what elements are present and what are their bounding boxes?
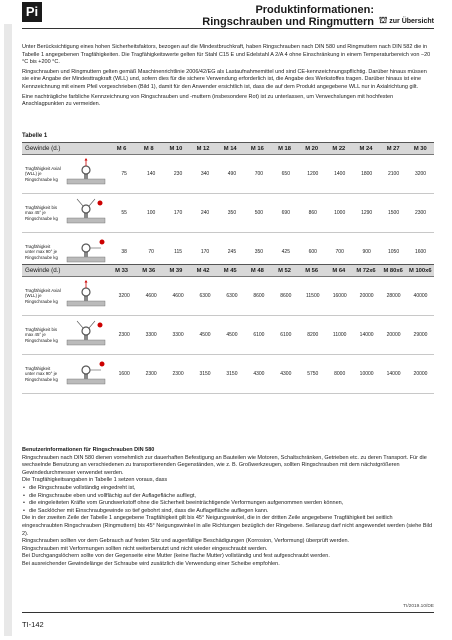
- table-row: [22, 355, 434, 394]
- thread-size: M 14: [223, 145, 237, 152]
- load-value: 115: [174, 249, 183, 255]
- list-item: • die Ringschraube vollständig eingedreht ist,: [22, 485, 434, 493]
- load-value: 650: [281, 171, 290, 177]
- load-value: 2300: [414, 210, 427, 216]
- load-value: 4300: [253, 371, 265, 377]
- load-value: 55: [121, 210, 127, 216]
- list-item: • die Sacklöcher mit Einschraubgewinde so tief gebohrt sind, dass die Auflagefläche aufliegen kann.: [22, 508, 434, 516]
- table-row: [22, 194, 434, 233]
- load-value: 8200: [307, 332, 319, 338]
- user-info-p1: Ringschrauben nach DIN 580 dienen vornehmlich zur dauerhaften Befestigung an Bauteilen wie Motoren, Schaltschränken, Getrieben etc. zu deren Transport. Für die wechselnde Benutzung an verschiedenen zu transportierenden Gegenständen, wie z. B. Großwerkzeugen, sollten Ringschrauben mit dem nächstgrößeren Gewindedurchmesser verwendet werden.: [22, 454, 427, 476]
- thread-size: M 72x6: [356, 267, 376, 274]
- row-description: Tragfähigkeit unter max 90° je Ringschraube kg: [25, 244, 58, 260]
- load-value: 29000: [413, 332, 428, 338]
- load-value: 6300: [199, 293, 211, 299]
- load-value: 245: [227, 249, 237, 255]
- user-info-heading: Benutzerinformationen für Ringschrauben DIN 580: [22, 447, 155, 453]
- load-value: 170: [173, 210, 183, 216]
- load-value: 350: [254, 249, 264, 255]
- thread-size: M 45: [223, 267, 237, 274]
- thread-size: M 52: [278, 267, 291, 274]
- load-value: 140: [146, 171, 156, 177]
- load-value: 1400: [334, 171, 346, 177]
- load-value: 900: [362, 249, 371, 255]
- thread-size: M 20: [305, 145, 319, 152]
- load-value: 240: [200, 210, 210, 216]
- load-value: 2100: [388, 171, 400, 177]
- title-line-1: Produktinformationen:: [255, 4, 374, 16]
- load-value: 1500: [388, 210, 400, 216]
- thread-size: M 100x6: [409, 267, 432, 274]
- load-value: 350: [227, 210, 237, 216]
- thread-size: M 8: [143, 145, 154, 152]
- load-value: 16000: [332, 293, 347, 299]
- overview-link[interactable]: [379, 15, 434, 27]
- thread-size: M 12: [196, 145, 210, 152]
- load-value: 6100: [253, 332, 265, 338]
- load-table-1: [22, 142, 434, 272]
- load-value: 3300: [172, 332, 184, 338]
- load-value: 340: [200, 171, 210, 177]
- table-header: [22, 265, 434, 277]
- user-info-p2: Die Tragfähigkeitsangaben in Tabelle 1 setzen voraus, dass: [22, 477, 168, 484]
- load-value: 28000: [386, 293, 401, 299]
- load-value: 40000: [413, 293, 428, 299]
- load-value: 860: [308, 210, 317, 216]
- thread-size: M 48: [250, 267, 264, 274]
- load-value: 6300: [226, 293, 238, 299]
- load-value: 4500: [199, 332, 211, 338]
- requirements-list: [22, 485, 434, 515]
- eyebolt-load-45-icon: [61, 318, 111, 352]
- load-value: 1050: [388, 249, 400, 255]
- row-description: Tragfähigkeit unter max 90° je Ringschraube kg: [25, 366, 58, 382]
- load-value: 100: [146, 210, 156, 216]
- load-value: 4500: [226, 332, 238, 338]
- eyebolt-load-axial-icon: [61, 157, 111, 191]
- list-item: • die eingeleiteten Kräfte vom Grundwerkstoff ohne die Sicherheit beeinträchtigende Verformungen aufgenommen werden können,: [22, 500, 434, 508]
- side-margin-bar: [4, 24, 12, 636]
- pi-logo: Pi: [22, 2, 42, 22]
- thread-size: M 42: [196, 267, 210, 274]
- thread-size: M 36: [142, 267, 156, 274]
- load-value: 11000: [332, 332, 347, 338]
- page-title: [0, 4, 374, 28]
- load-value: 2300: [145, 371, 157, 377]
- load-value: 20000: [359, 293, 374, 299]
- load-value: 3150: [199, 371, 211, 377]
- load-value: 8000: [334, 371, 346, 377]
- load-value: 14000: [359, 332, 374, 338]
- user-info-p4: Ringschrauben sollten vor dem Gebrauch auf festen Sitz und augenfällige Beschädigungen (Korrosion, Verformung) überprüft werden.: [22, 538, 350, 545]
- load-value: 70: [148, 249, 154, 255]
- load-value: 490: [227, 171, 237, 177]
- thread-size: M 39: [169, 267, 183, 274]
- load-value: 690: [281, 210, 290, 216]
- load-value: 170: [200, 249, 210, 255]
- load-value: 1290: [361, 210, 373, 216]
- thread-size: M 33: [115, 267, 129, 274]
- thread-size: M 80x6: [383, 267, 403, 274]
- load-value: 3200: [118, 293, 130, 299]
- load-value: 1600: [118, 371, 130, 377]
- load-value: 75: [121, 171, 127, 177]
- user-info-p6: Bei Durchgangslöchern sollte von der Gegenseite eine Mutter (keine flache Mutter) vollständig und fest aufgeschraubt werden.: [22, 553, 330, 560]
- table-row: [22, 316, 434, 355]
- user-info-p7: Bei ausreichender Gewindelänge der Schraube wird zusätzlich die Verwendung einer Scheibe empfohlen.: [22, 560, 280, 567]
- load-value: 3300: [145, 332, 157, 338]
- table-header: [22, 143, 434, 155]
- load-value: 11500: [305, 293, 320, 299]
- thread-size: M 27: [386, 145, 400, 152]
- load-value: 4600: [145, 293, 157, 299]
- load-value: 38: [121, 249, 127, 255]
- thread-size: M 16: [250, 145, 264, 152]
- thread-size: M 18: [278, 145, 291, 152]
- overview-label: zur Übersicht: [389, 17, 434, 25]
- load-value: 10000: [359, 371, 374, 377]
- load-table-2: [22, 264, 434, 394]
- thread-size: M 56: [305, 267, 319, 274]
- thread-size: M 6: [116, 145, 127, 152]
- load-value: 5750: [307, 371, 319, 377]
- row-description: Tragfähigkeit bis max 45° je Ringschraube kg: [25, 205, 58, 221]
- load-value: 4300: [280, 371, 292, 377]
- intro-paragraph-1: Unter Berücksichtigung eines hohen Sicherheitsfaktors, bezogen auf die Mindestbruchkraft, haben Ringschrauben nach DIN 580 und Ringmuttern nach DIN 582 die in Tabelle 1 angegebenen Tragfähigkeiten. Die Tragfähigkeitswerte gelten für Stahl C15 E und Edelstahl A 2/A 4 ohne Einschränkung in einem Temperaturbereich von −20 °C bis +200 °C.: [22, 44, 431, 66]
- load-value: 8600: [253, 293, 265, 299]
- load-value: 425: [281, 249, 290, 255]
- thread-size: M 30: [413, 145, 427, 152]
- load-value: 20000: [413, 371, 428, 377]
- row-description: Tragfähigkeit bis max 45° je Ringschraube kg: [25, 327, 58, 343]
- load-value: 14000: [386, 371, 401, 377]
- load-value: 1600: [414, 249, 427, 255]
- load-value: 700: [335, 249, 344, 255]
- footer-rule: [22, 612, 434, 613]
- header-rule: [22, 28, 434, 29]
- thread-label: Gewinde (d.): [25, 145, 61, 152]
- eyebolt-load-axial-icon: [61, 279, 111, 313]
- load-value: 4600: [172, 293, 184, 299]
- table-row: [22, 155, 434, 194]
- user-info-p3: Die in der zweiten Zeile der Tabelle 1 angegebene Tragfähigkeit gilt bis 45° Neigungswinkel, die in der dritten Zeile angegebene Tragfähigkeit bei seitlich eingeschraubten Ringschrauben (Ringmuttern) bis 45° Neigungswinkel in alle Richtungen bezüglich der Ringebene. Seilanzug darf nicht angewendet werden (siehe Bild 2).: [22, 515, 433, 537]
- load-value: 700: [254, 171, 264, 177]
- page-number: TI-142: [22, 620, 44, 629]
- load-value: 3150: [226, 371, 238, 377]
- load-value: 1000: [334, 210, 346, 216]
- thread-size: M 24: [359, 145, 373, 152]
- intro-text: [22, 44, 434, 111]
- title-line-2: Ringschrauben und Ringmuttern: [202, 16, 374, 28]
- list-item: • die Ringschraube eben und vollflächig auf der Auflagefläche aufliegt,: [22, 493, 434, 501]
- load-value: 20000: [386, 332, 401, 338]
- thread-size: M 10: [169, 145, 183, 152]
- load-value: 6100: [280, 332, 292, 338]
- thread-size: M 64: [332, 267, 346, 274]
- intro-paragraph-3: Eine nachträgliche farbliche Kennzeichnung von Ringschrauben und -muttern (insbesondere Rot) ist zu unterlassen, um Verwechslungen mit hochfesten Anschlagpunkten zu vermeiden.: [22, 93, 394, 108]
- doc-code: TI/2019.10/DE: [403, 604, 434, 609]
- load-value: 230: [173, 171, 183, 177]
- load-value: 600: [308, 249, 317, 255]
- binoculars-icon: ⛫: [378, 15, 388, 25]
- load-value: 2300: [118, 332, 130, 338]
- table-row: [22, 277, 434, 316]
- user-info-section: [22, 447, 434, 569]
- load-value: 8600: [280, 293, 292, 299]
- row-description: Tragfähigkeit Axial (WLL) je Ringschraube kg: [25, 288, 61, 304]
- load-value: 3200: [414, 171, 427, 177]
- load-value: 1800: [361, 171, 373, 177]
- load-value: 1200: [307, 171, 319, 177]
- load-value: 2300: [172, 371, 184, 377]
- thread-label: Gewinde (d.): [25, 267, 61, 274]
- load-value: 500: [254, 210, 264, 216]
- thread-size: M 22: [332, 145, 346, 152]
- row-description: Tragfähigkeit Axial (WLL) je Ringschraube kg: [25, 166, 61, 182]
- eyebolt-load-90-icon: [61, 357, 111, 391]
- eyebolt-load-45-icon: [61, 196, 111, 230]
- user-info-p5: Ringschrauben mit Verformungen sollten nicht weiterbenutzt und nicht wieder eingeschraubt werden.: [22, 545, 268, 552]
- intro-paragraph-2: Ringschrauben und Ringmuttern gelten gemäß Maschinenrichtlinie 2006/42/EG als Lastaufnahmemittel und sind CE-kennzeichnungspflichtig. Darüber hinaus müssen sie eine Angabe der Mindesttragkraft (WLL) und, sofern dies für die sichere Verwendung erforderlich ist, die Angabe des Werkstoffes tragen. Darüber hinaus ist eine Kennzeichnung mit einem Pfeil vorgeschrieben (Bild 1), damit für den Anwender ersichtlich ist, dass die auf dem Produkt angegebene WLL nur in Axialrichtung gilt.: [22, 68, 427, 90]
- table-label: Tabelle 1: [22, 133, 48, 139]
